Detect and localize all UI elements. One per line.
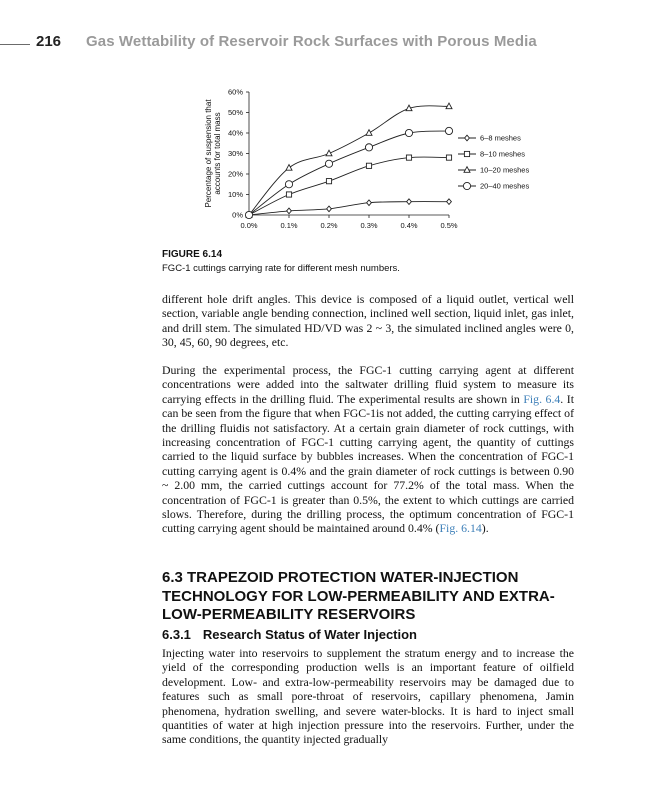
chart-data-point	[326, 179, 331, 184]
chart-x-tick-label: 0.3%	[360, 221, 378, 230]
chart-series-square	[246, 155, 451, 218]
chart-x-tick-label: 0.1%	[280, 221, 298, 230]
chart-legend-item	[458, 134, 521, 143]
chart-data-point	[286, 192, 291, 197]
subsection-title: Research Status of Water Injection	[202, 627, 417, 642]
chart-y-tick-label: 30%	[227, 149, 243, 158]
subsection-heading	[162, 627, 417, 642]
paragraph-2-text-b: . It can be seen from the figure that when FGC-1is not added, the cutting carrying effect of the drilling fluidis not satisfactory. At a certain grain diameter of rock cuttings, with increasing concentration of FGC-1 cutting carrying agent, the quantity of cuttings carried to the liquid surface by bubbles increases. When the concentration of FGC-1 cutting carrying agent is 0.4% and the grain diameter of rock cuttings is between 0.90 ~ 2.00 mm, the carried cuttings account for 77.2% of the total mass. When the concentration of FGC-1 is greater than 0.5%, the extent to which cuttings are carried slows. Therefore, during the drilling process, the optimum concentration of FGC-1 cutting carrying agent should be maintained around 0.4% (	[162, 391, 574, 536]
chart-x-tick-label: 0.4%	[400, 221, 418, 230]
chart-data-point	[286, 165, 292, 171]
figure-caption: FGC-1 cuttings carrying rate for different mesh numbers.	[162, 263, 400, 274]
fig-6-4-link[interactable]: Fig. 6.4	[523, 391, 561, 406]
chart-data-point	[367, 200, 372, 206]
chart-x-tick-label: 0.0%	[240, 221, 258, 230]
chart-legend-label: 8–10 meshes	[480, 149, 526, 159]
fig-6-14-link[interactable]: Fig. 6.14	[439, 521, 482, 536]
chart-data-point	[405, 129, 412, 136]
chart-data-point	[245, 211, 252, 218]
chart-data-point	[407, 199, 412, 205]
paragraph-2	[162, 363, 574, 536]
chart-y-tick-label: 10%	[227, 190, 243, 199]
paragraph-1: different hole drift angles. This device is composed of a liquid outlet, vertical well section, variable angle bending connection, inclined well section, liquid inlet, gas inlet, and drill stem. The simulated HD/VD was 2 ~ 3, the simulated inclined angles were 0, 30, 45, 60, 90 degrees, etc.	[162, 292, 574, 350]
paragraph-3: Injecting water into reservoirs to supplement the stratum energy and to increase the yield of the corresponding production wells is an important feature of oilfield development. Low- and extra-low-permeability reservoirs may be damaged due to features such as small pore-throat of reservoirs, capillary phenomena, Jamin phenomena, hydration swelling, and severe water-blocks. It is hard to inject small quantities of water at high injection pressure into the reservoirs. Further, under the same conditions, the quantity injected gradually	[162, 646, 574, 747]
chart-x-tick-label: 0.5%	[440, 221, 458, 230]
chart-legend-marker	[463, 182, 470, 189]
section-heading: 6.3 TRAPEZOID PROTECTION WATER-INJECTION TECHNOLOGY FOR LOW-PERMEABILITY AND EXTRA-LOW-PERMEABILITY RESERVOIRS	[162, 569, 555, 623]
chart-data-point	[446, 103, 452, 109]
chart-legend-label: 20–40 meshes	[480, 181, 530, 191]
chart-y-tick-label: 60%	[227, 87, 243, 97]
chart-y-tick-label: 0%	[232, 210, 243, 220]
chart-data-point	[327, 206, 332, 212]
chart-data-point	[406, 155, 411, 160]
chart-x-tick-label: 0.2%	[320, 221, 338, 230]
chart-legend-marker	[464, 167, 470, 173]
chart-data-point	[325, 160, 332, 167]
chart-data-point	[365, 144, 372, 151]
chart-y-axis-label-line: Percentage of suspension that	[204, 99, 213, 208]
chart-data-point	[285, 181, 292, 188]
chart-data-point	[366, 130, 372, 136]
chart-legend-item	[458, 166, 529, 175]
chart-y-tick-label: 20%	[227, 169, 243, 179]
chart-data-point	[445, 127, 452, 134]
chart-data-point	[447, 199, 452, 205]
chart-series-line	[249, 202, 449, 215]
running-title: Gas Wettability of Reservoir Rock Surfaces with Porous Media	[86, 33, 537, 50]
paragraph-2-text-a: During the experimental process, the FGC-1 cutting carrying agent at different concentrations were added into the saltwater drilling fluid system to measure its carrying effects in the drilling fluid. The experimental results are shown in	[162, 363, 574, 406]
figure-label: FIGURE 6.14	[162, 249, 223, 260]
chart-legend-item	[458, 150, 525, 159]
chart-y-axis-label	[204, 99, 222, 208]
chart-data-point	[446, 155, 451, 160]
chart-series-line	[249, 157, 449, 215]
chart-data-point	[366, 163, 371, 168]
subsection-number: 6.3.1	[162, 627, 191, 642]
chart-legend-marker	[464, 151, 469, 156]
chart-y-axis-label-line: accounts for total mass	[213, 112, 222, 195]
chart-legend-item	[458, 182, 529, 191]
chart-legend-label: 10–20 meshes	[480, 165, 530, 175]
header-rule	[0, 44, 30, 45]
chart-legend-label: 6–8 meshes	[480, 133, 521, 143]
chart-y-tick-label: 40%	[227, 128, 243, 138]
chart-series-line	[249, 106, 449, 215]
paragraph-2-text-c: ).	[481, 521, 489, 536]
page-number: 216	[36, 33, 62, 50]
chart-y-tick-label: 50%	[227, 108, 243, 117]
figure-chart	[200, 82, 560, 247]
chart-data-point	[287, 208, 292, 214]
chart-legend-marker	[465, 135, 470, 141]
